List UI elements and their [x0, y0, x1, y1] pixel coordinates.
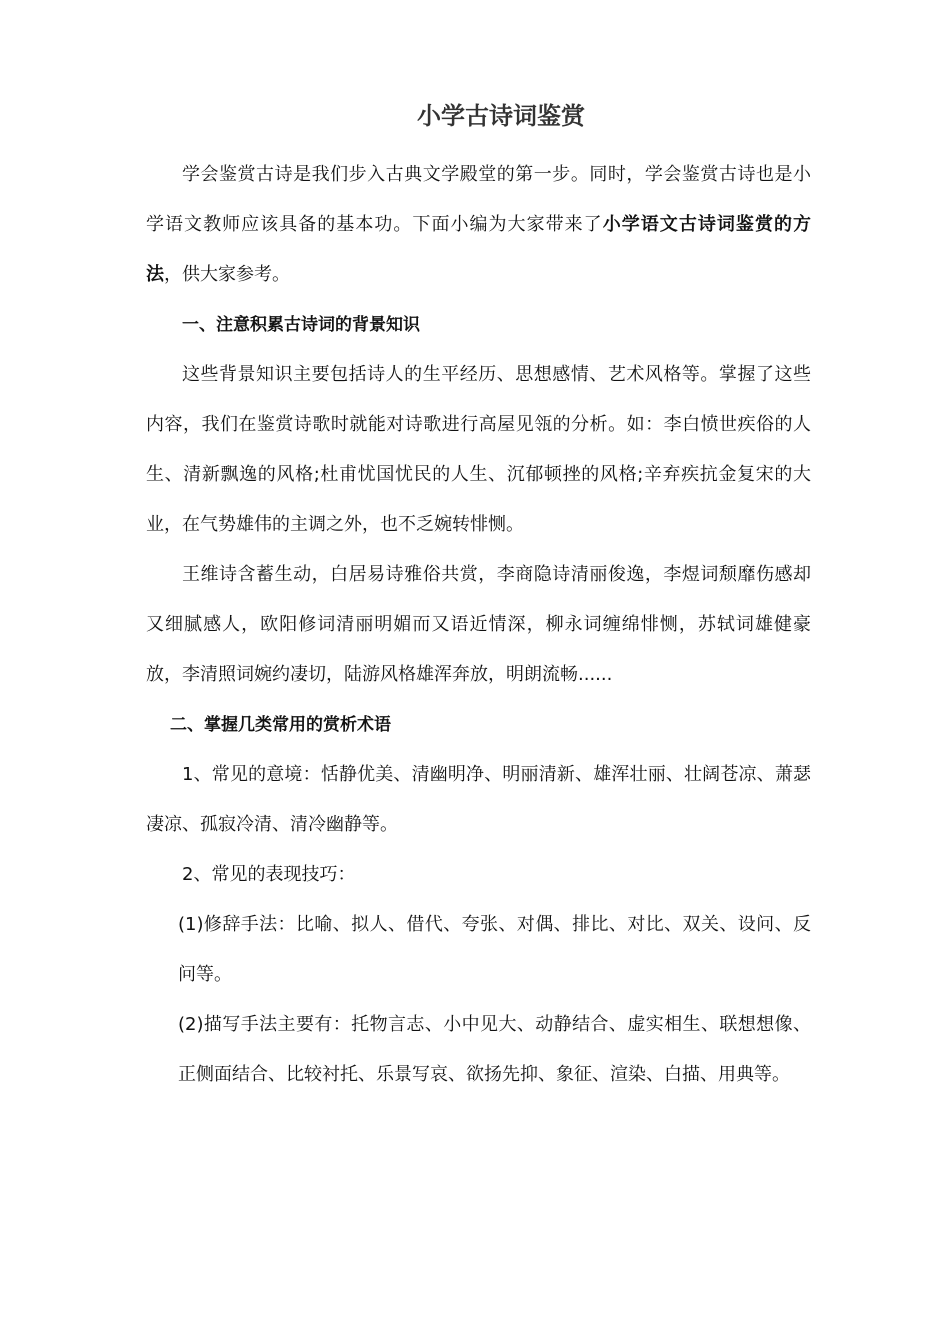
- list-item-artistic-conception: 1、常见的意境：恬静优美、清幽明净、明丽清新、雄浑壮丽、壮阔苍凉、萧瑟凄凉、孤寂冷清、清冷幽静等。: [146, 764, 811, 835]
- document-body: [146, 150, 811, 1100]
- page-title: 小学古诗词鉴赏: [417, 102, 585, 130]
- intro-bold-text: 小学语文古诗词鉴赏的方法: [146, 214, 811, 285]
- section-2-heading: 二、掌握几类常用的赏析术语: [170, 715, 391, 735]
- section-1-paragraph-2: 王维诗含蓄生动，白居易诗雅俗共赏，李商隐诗清丽俊逸，李煜词颓靡伤感却又细腻感人，欧阳修词清丽明媚而又语近情深，柳永词缠绵悱恻，苏轼词雄健豪放，李清照词婉约凄切，陆游风格雄浑奔放，明朗流畅......: [146, 564, 811, 685]
- intro-text-part2: ，供大家参考。: [164, 264, 290, 285]
- list-item-techniques: 2、常见的表现技巧：: [182, 864, 356, 885]
- section-1-paragraph-1: 这些背景知识主要包括诗人的生平经历、思想感情、艺术风格等。掌握了这些内容，我们在鉴赏诗歌时就能对诗歌进行高屋见瓴的分析。如：李白愤世疾俗的人生、清新飘逸的风格;杜甫忧国忧民的人生、沉郁顿挫的风格;辛弃疾抗金复宋的大业，在气势雄伟的主调之外，也不乏婉转悱恻。: [146, 364, 811, 535]
- intro-paragraph: [146, 150, 811, 300]
- list-item-rhetoric: (1)修辞手法：比喻、拟人、借代、夸张、对偶、排比、对比、双关、设问、反问等。: [178, 914, 811, 985]
- section-1-heading: 一、注意积累古诗词的背景知识: [182, 315, 420, 335]
- intro-text-part1: 学会鉴赏古诗是我们步入古典文学殿堂的第一步。同时，学会鉴赏古诗也是小学语文教师应该具备的基本功。下面小编为大家带来了: [146, 164, 811, 235]
- list-item-description: (2)描写手法主要有：托物言志、小中见大、动静结合、虚实相生、联想想像、正侧面结合、比较衬托、乐景写哀、欲扬先抑、象征、渲染、白描、用典等。: [178, 1014, 811, 1085]
